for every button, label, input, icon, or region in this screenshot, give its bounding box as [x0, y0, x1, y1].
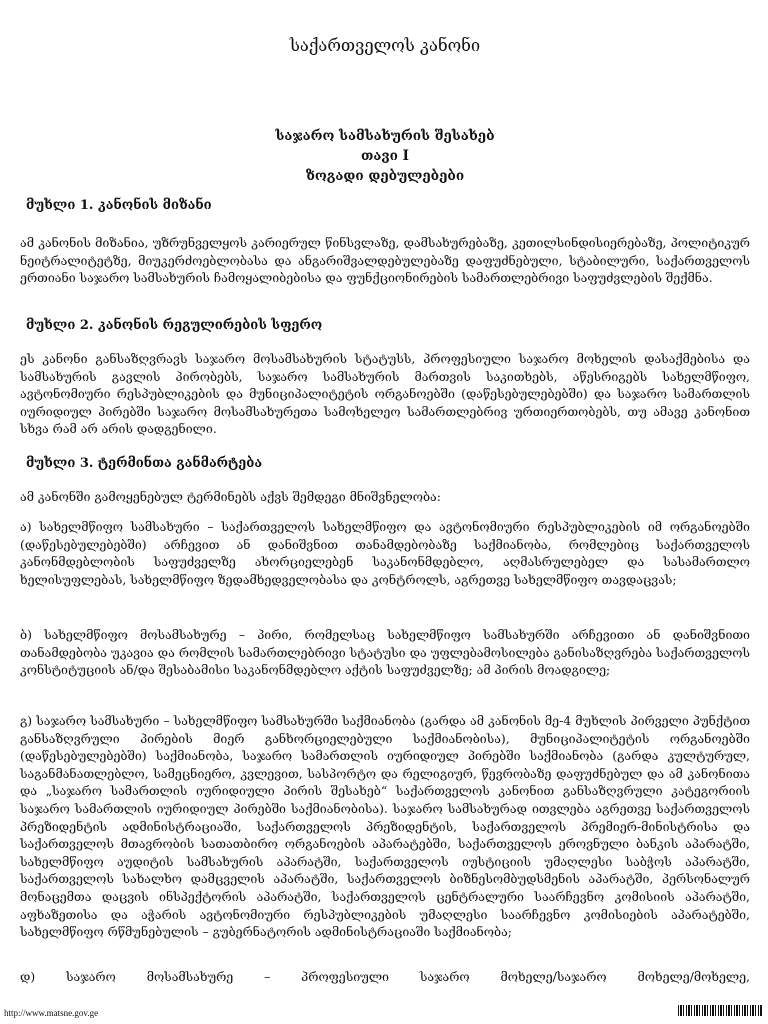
law-heading-block: [20, 126, 750, 186]
article-1-paragraph: ამ კანონის მიზანია, უზრუნველყოს კარიერულ წინსვლაზე, დამსახურებაზე, კეთილსინდისიერებაზე, პოლიტიკურ ნეიტრალიტეტზე, მიუკერძოებლობასა და ანგარიშვალდებულებაზე დაფუძნებული, სტაბილური, საქართველოს ერთიანი საჯარო სამსახურის ჩამოყალიბებისა და ფუნქციონირების სამართლებრივი საფუძვლების შექმნა.: [20, 235, 750, 286]
chapter-number: თავი I: [361, 148, 409, 164]
article-3-item-a: ა) სახელმწიფო სამსახური – საქართველოს სახელმწიფო და ავტონომიური რესპუბლიკების იმ ორგანოებში (დაწესებულებებში) არჩევით ან დანიშვნით თანამდებობაზე საქმიანობა, რომლებიც საქართველოს კანონმდებლობის საფუძველზე ახორციელებენ საკანონმდებლო, აღმასრულებელ და სასამართლო ხელისუფლებას, სახელმწიფო ზედამხედველობასა და კონტროლს, აგრეთვე სახელმწიფო თავდაცვას;: [20, 519, 750, 587]
article-2-paragraph: ეს კანონი განსაზღვრავს საჯარო მოსამსახურის სტატუსს, პროფესიული საჯარო მოხელის დასაქმებისა და სამსახურის გავლის პირობებს, საჯარო სამსახურის მართვის საკითხებს, აწესრიგებს სახელმწიფო, ავტონომიური რესპუბლიკების და მუნიციპალიტეტის ორგანოებში (დაწესებულებებში) და საჯარო სამართლის იურიდიულ პირებში საჯარო მოსამსახურეთა სამოხელეო სამართლებრივ ურთიერთობებს, თუ ამავე კანონით სხვა რამ არ არის დადგენილი.: [20, 351, 750, 437]
article-3-item-b: ბ) სახელმწიფო მოსამსახურე – პირი, რომელსაც სახელმწიფო სამსახურში არჩევითი ან დანიშვნითი თანამდებობა უკავია და რომლის სამართლებრივი სტატუსი და უფლებამოსილება განისაზღვრება საქართველოს კონსტიტუციის ან/და შესაბამისი საკანონმდებლო აქტის საფუძველზე; ამ პირის მოადგილე;: [20, 627, 750, 678]
article-3-heading: მუხლი 3. ტერმინთა განმარტება: [26, 456, 263, 471]
law-name: საჯარო სამსახურის შესახებ: [275, 128, 495, 144]
article-1-heading: მუხლი 1. კანონის მიზანი: [26, 198, 212, 213]
chapter-title: ზოგადი დებულებები: [305, 168, 465, 184]
article-3-intro: ამ კანონში გამოყენებულ ტერმინებს აქვს შემდეგი მნიშვნელობა:: [20, 489, 441, 504]
document-title: საქართველოს კანონი: [289, 36, 481, 55]
article-3-item-g: გ) საჯარო სამსახური – სახელმწიფო სამსახურში საქმიანობა (გარდა ამ კანონის მე-4 მუხლის პირველი პუნქტით განსაზღვრული პირების მიერ განხორციელებული საქმიანობისა), მუნიციპალიტეტის ორგანოებში (დაწესებულებებში) საქმიანობა, საჯარო სამართლის იურიდიულ პირებში საქმიანობა (გარდა კულტურულ, საგანმანათლებლო, სამეცნიერო, კვლევით, სასპორტო და რელიგიურ, წევრობაზე დაფუძნებულ და ამ კანონითა და „საჯარო სამართლის იურიდიული პირის შესახებ“ საქართველოს კანონით განსაზღვრული კატეგორიის საჯარო სამართლის იურიდიულ პირებში საქმიანობისა). საჯარო სამსახურად ითვლება აგრეთვე საქართველოს პრეზიდენტის ადმინისტრაციაში, საქართველოს პრეზიდენტის, საქართველოს პრემიერ-მინისტრისა და საქართველოს მთავრობის სათათბირო ორგანოების აპარატებში, საქართველოს ეროვნული ბანკის აპარატში, სახელმწიფო აუდიტის სამსახურის აპარატში, საქართველოს იუსტიციის უმაღლესი საბჭოს აპარატში, საქართველოს სახალხო დამცველის აპარატში, საქართველოს ბიზნესომბუდსმენის აპარატში, პერსონალურ მონაცემთა დაცვის ინსპექტორის აპარატში, საქართველოს ცენტრალური საარჩევნო კომისიის აპარატში, აფხაზეთისა და აჭარის ავტონომიური რესპუბლიკების უმაღლესი საარჩევნო კომისიების აპარატებში, სახელმწიფო რწმუნებულის – გუბერნატორის ადმინისტრაციაში საქმიანობა;: [20, 713, 750, 940]
barcode-icon: [678, 1005, 762, 1016]
article-2-heading: მუხლი 2. კანონის რეგულირების სფერო: [26, 318, 323, 333]
article-3-item-d: დ) საჯარო მოსამსახურე – პროფესიული საჯარო მოხელე/საჯარო მოხელე/მოხელე,: [20, 969, 750, 984]
footer-url[interactable]: http://www.matsne.gov.ge: [4, 1008, 99, 1018]
document-page: [20, 0, 750, 1024]
